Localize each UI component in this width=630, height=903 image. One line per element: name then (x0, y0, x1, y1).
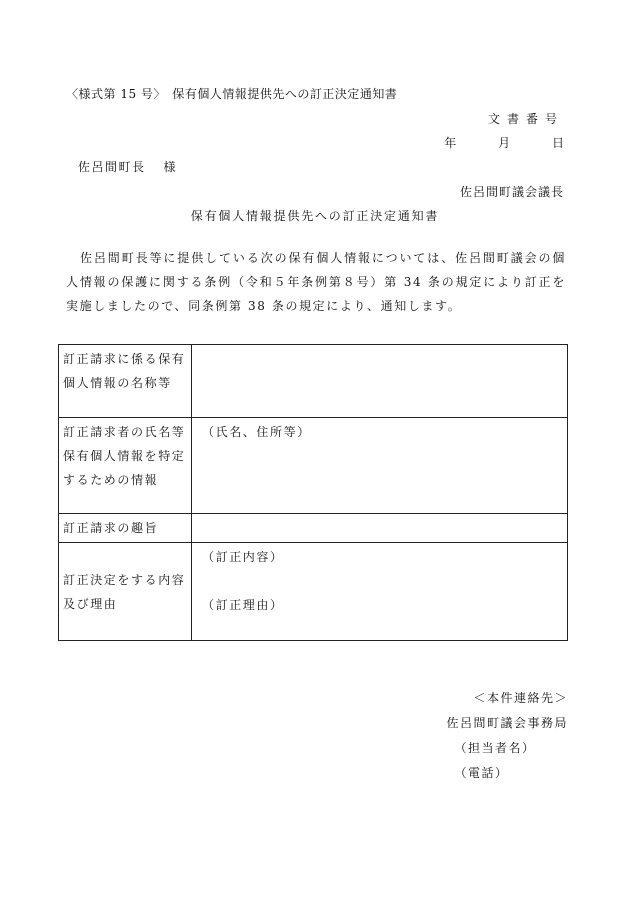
date-year: 年 (444, 136, 457, 150)
contact-person: （担当者名） (454, 741, 536, 755)
addressee (78, 158, 177, 175)
table-row (59, 543, 568, 641)
row-label: 訂正請求に係る保有個人情報の名称等 (59, 345, 192, 418)
document-title: 保有個人情報提供先への訂正決定通知書 (190, 209, 440, 223)
contact-heading: ＜本件連絡先＞ (473, 691, 568, 705)
date-month: 月 (498, 136, 511, 150)
row-value (192, 345, 568, 418)
contact-phone: （電話） (454, 766, 509, 780)
table-row (59, 514, 568, 543)
correction-content-label: （訂正内容） (202, 550, 284, 564)
addressee-name: 佐呂間町長 (78, 160, 146, 174)
body-paragraph: 佐呂間町長等に提供している次の保有個人情報については、佐呂間町議会の個人情報の保護に関する条例（令和５年条例第８号）第 34 条の規定により訂正を実施しましたので、同条例第 38 条の規定により、通知します。 (66, 251, 566, 313)
correction-reason-label: （訂正理由） (202, 598, 284, 612)
table-row (59, 418, 568, 514)
document-number: 文書番号 (487, 112, 564, 126)
row-label: 訂正決定をする内容及び理由 (59, 543, 192, 641)
date-line (444, 134, 564, 151)
info-table (58, 344, 568, 641)
row-value: （氏名、住所等） (192, 418, 568, 514)
form-number: 〈様式第 15 号〉 保有個人情報提供先への訂正決定通知書 (66, 87, 398, 101)
table-row (59, 345, 568, 418)
contact-office: 佐呂間町議会事務局 (446, 716, 568, 730)
date-day: 日 (551, 136, 564, 150)
row-label: 訂正請求者の氏名等保有個人情報を特定するための情報 (59, 418, 192, 514)
contact-block (446, 686, 568, 786)
addressee-honorific: 様 (163, 160, 178, 174)
row-value (192, 514, 568, 543)
line-spacer (202, 569, 563, 593)
row-label: 訂正請求の趣旨 (59, 514, 192, 543)
row-value (192, 543, 568, 641)
sender: 佐呂間町議会議長 (459, 185, 564, 199)
